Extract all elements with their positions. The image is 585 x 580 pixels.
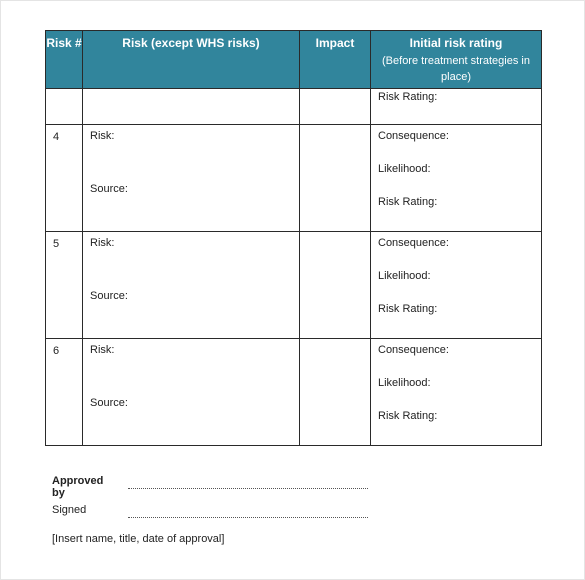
risk-label: Risk:: [90, 344, 115, 356]
cell-risk: [83, 89, 300, 125]
cell-risk: [83, 339, 300, 446]
header-initial-risk-rating: [371, 31, 542, 89]
table-row-partial: [46, 89, 542, 125]
cell-rating: [371, 89, 542, 125]
cell-impact: [300, 125, 371, 232]
source-label: Source:: [90, 183, 128, 195]
cell-num: [46, 125, 83, 232]
cell-rating: [371, 125, 542, 232]
risk-rating-label: Risk Rating:: [378, 303, 438, 315]
cell-impact: [300, 232, 371, 339]
table-row: [46, 125, 542, 232]
cell-rating: [371, 232, 542, 339]
cell-num: [46, 339, 83, 446]
signed-label: Signed: [52, 504, 87, 516]
approval-note: [Insert name, title, date of approval]: [52, 533, 225, 545]
risk-number: 4: [53, 131, 60, 143]
source-label: Source:: [90, 290, 128, 302]
risk-rating-label: Risk Rating:: [378, 91, 438, 103]
header-rating-title: Initial risk rating: [409, 36, 503, 50]
header-impact: Impact: [300, 31, 371, 89]
risk-rating-label: Risk Rating:: [378, 196, 438, 208]
cell-rating: [371, 339, 542, 446]
table-row: [46, 339, 542, 446]
cell-num: [46, 89, 83, 125]
table-row: [46, 232, 542, 339]
likelihood-label: Likelihood:: [378, 377, 431, 389]
approved-by-line[interactable]: [128, 488, 368, 489]
cell-num: [46, 232, 83, 339]
cell-risk: [83, 125, 300, 232]
likelihood-label: Likelihood:: [378, 163, 431, 175]
risk-label: Risk:: [90, 130, 115, 142]
risk-number: 5: [53, 238, 60, 250]
header-risk-number: Risk #: [46, 31, 83, 89]
header-rating-subtitle: (Before treatment strategies in place): [382, 55, 530, 83]
header-risk: Risk (except WHS risks): [83, 31, 300, 89]
consequence-label: Consequence:: [378, 130, 449, 142]
source-label: Source:: [90, 397, 128, 409]
cell-impact: [300, 89, 371, 125]
risk-number: 6: [53, 345, 60, 357]
risk-rating-label: Risk Rating:: [378, 410, 438, 422]
cell-risk: [83, 232, 300, 339]
consequence-label: Consequence:: [378, 237, 449, 249]
approved-by-label: Approved by: [52, 475, 104, 499]
risk-table: [45, 30, 542, 446]
likelihood-label: Likelihood:: [378, 270, 431, 282]
cell-impact: [300, 339, 371, 446]
risk-label: Risk:: [90, 237, 115, 249]
signed-line[interactable]: [128, 517, 368, 518]
table-header-row: [46, 31, 542, 89]
consequence-label: Consequence:: [378, 344, 449, 356]
